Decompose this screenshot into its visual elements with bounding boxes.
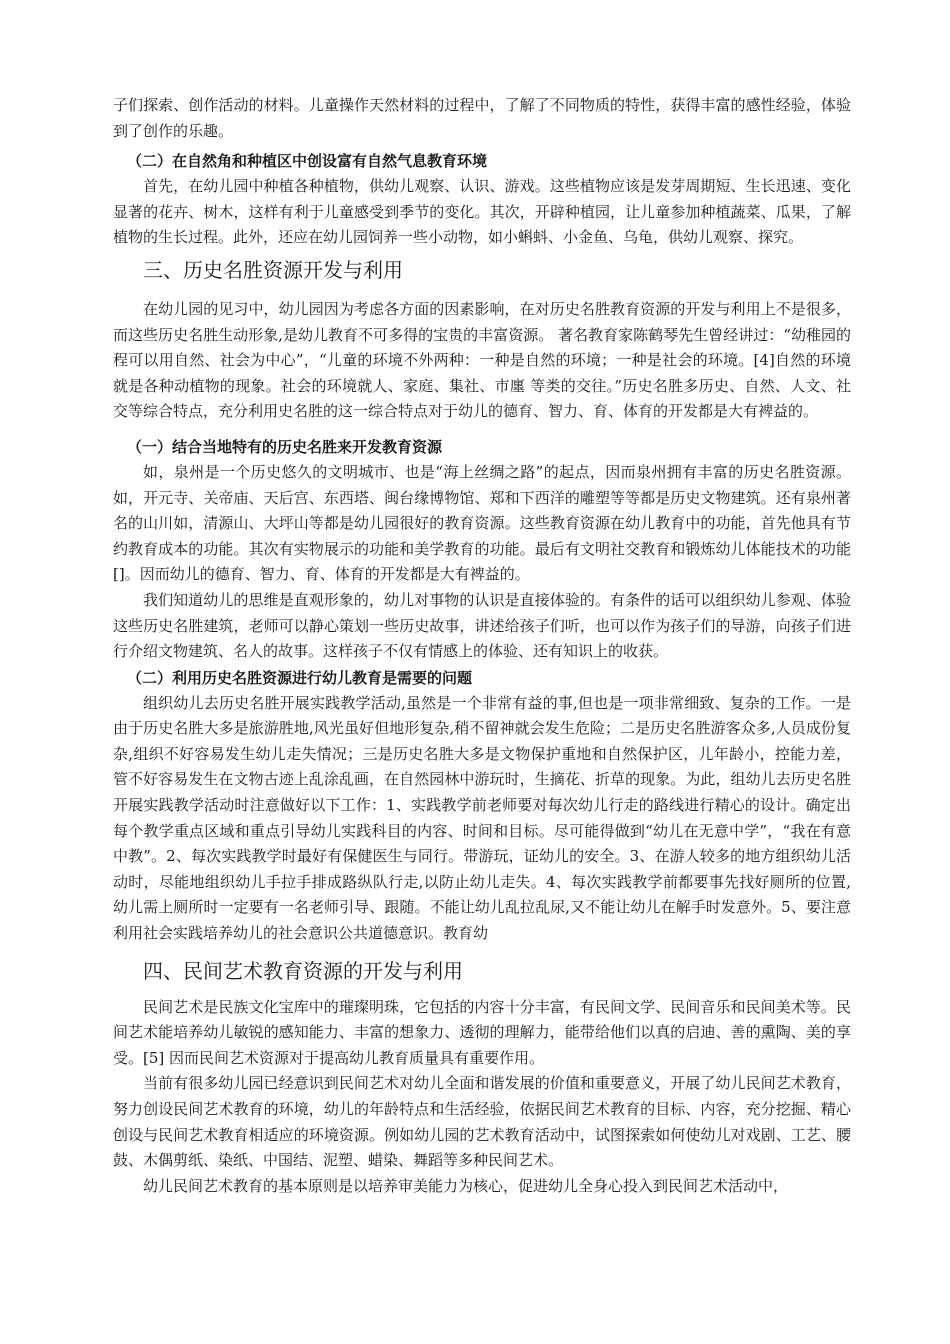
subsection-3-1-paragraph-1: 如，泉州是一个历史悠久的文明城市、也是“海上丝绸之路”的起点，因而泉州拥有丰富的历史名胜资源。如，开元寺、关帝庙、天后宫、东西塔、闽台缘博物馆、郑和下西洋的雕塑等等都是历史文物建筑。还有泉州著名的山川如，清源山、大坪山等都是幼儿园很好的教育资源。这些教育资源在幼儿教育中的功能，首先他具有节约教育成本的功能。其次有实物展示的功能和美学教育的功能。最后有文明社交教育和锻炼幼儿体能技术的功能[]。因而幼儿的德育、智力、育、体育的开发都是大有裨益的。 — [113, 462, 851, 584]
section-4-paragraph-3: 幼儿民间艺术教育的基本原则是以培养审美能力为核心，促进幼儿全身心投入到民间艺术活动中， — [143, 1176, 789, 1195]
section-4-heading: 四、民间艺术教育资源的开发与利用 — [143, 958, 463, 983]
document-body — [113, 93, 851, 1199]
subsection-3-1-heading: （一）结合当地特有的历史名胜来开发教育资源 — [127, 437, 443, 456]
subsection-3-1-paragraph-2: 我们知道幼儿的思维是直观形象的，幼儿对事物的认识是直接体验的。有条件的话可以组织幼儿参观、体验这些历史名胜建筑，老师可以静心策划一些历史故事，讲述给孩子们听，也可以作为孩子们的导游，向孩子们进行介绍文物建筑、名人的故事。这样孩子不仅有情感上的体验、还有知识上的收获。 — [113, 590, 851, 661]
section-4-paragraph-1: 民间艺术是民族文化宝库中的璀璨明珠，它包括的内容十分丰富，有民间文学、民间音乐和民间美术等。民间艺术能培养幼儿敏锐的感知能力、丰富的想象力、透彻的理解力，能带给他们以真的启迪、善的熏陶、美的享受。[5] 因而民间艺术资源对于提高幼儿教育质量具有重要作用。 — [113, 997, 851, 1067]
section-4-paragraph-2: 当前有很多幼儿园已经意识到民间艺术对幼儿全面和谐发展的价值和重要意义，开展了幼儿民间艺术教育，努力创设民间艺术教育的环境，幼儿的年龄特点和生活经验，依据民间艺术教育的目标、内容，充分挖掘、精心创设与民间艺术教育相适应的环境资源。例如幼儿园的艺术教育活动中，试图探索如何使幼儿对戏剧、工艺、腰鼓、木偶剪纸、染纸、中国结、泥塑、蜡染、舞蹈等多种民间艺术。 — [113, 1074, 851, 1170]
intro-paragraph: 子们探索、创作活动的材料。儿童操作天然材料的过程中，了解了不同物质的特性，获得丰富的感性经验，体验到了创作的乐趣。 — [113, 96, 851, 140]
subsection-2-2-heading: （二）在自然角和种植区中创设富有自然气息教育环境 — [127, 152, 488, 171]
section-3-paragraph: 在幼儿园的见习中，幼儿园因为考虑各方面的因素影响，在对历史名胜教育资源的开发与利用上不是很多，而这些历史名胜生动形象,是幼儿教育不可多得的宝贵的丰富资源。 著名教育家陈鹤琴先生曾经讲过：“幼稚园的程可以用自然、社会为中心”，“儿童的环境不外两种：一种是自然的环境；一种是社会的环境。[4]自然的环境就是各种动植物的现象。社会的环境就人、家庭、集社、市廛 等类的交往。”历史名胜多历史、自然、人文、社交等综合特点，充分利用史名胜的这一综合特点对于幼儿的德育、智力、育、体育的开发都是大有裨益的。 — [113, 299, 851, 421]
subsection-2-2-paragraph: 首先，在幼儿园中种植各种植物，供幼儿观察、认识、游戏。这些植物应该是发芽周期短、生长迅速、变化显著的花卉、树木，这样有利于儿童感受到季节的变化。其次，开辟种植园，让儿童参加种植蔬菜、瓜果，了解植物的生长过程。此外，还应在幼儿园饲养一些小动物，如小蝌蚪、小金鱼、乌龟，供幼儿观察、探究。 — [113, 177, 851, 247]
subsection-3-2-heading: （二）利用历史名胜资源进行幼儿教育是需要的问题 — [127, 668, 473, 687]
subsection-3-2-paragraph: 组织幼儿去历史名胜开展实践教学活动,虽然是一个非常有益的事,但也是一项非常细致、复杂的工作。一是由于历史名胜大多是旅游胜地,风光虽好但地形复杂,稍不留神就会发生危险；二是历史名胜游客众多,人员成份复杂,组织不好容易发生幼儿走失情况；三是历史名胜大多是文物保护重地和自然保护区，儿年龄小，控能力差，管不好容易发生在文物古迹上乱涂乱画，在自然园林中游玩时，生摘花、折草的现象。为此，组幼儿去历史名胜开展实践教学活动时注意做好以下工作：1、实践教学前老师要对每次幼儿行走的路线进行精心的设计。确定出每个教学重点区域和重点引导幼儿实践科目的内容、时间和目标。尽可能得做到“幼儿在无意中学”，“我在有意中教”。2、每次实践教学时最好有保健医生与同行。带游玩，证幼儿的安全。3、在游人较多的地方组织幼儿活动时，尽能地组织幼儿手拉手排成路纵队行走,以防止幼儿走失。4、每次实践教学前都要事先找好厕所的位置,幼儿需上厕所时一定要有一名老师引导、跟随。不能让幼儿乱拉乱尿,又不能让幼儿在解手时发意外。5、要注意利用社会实践培养幼儿的社会意识公共道德意识。教育幼 — [113, 693, 851, 943]
section-3-heading: 三、历史名胜资源开发与利用 — [143, 257, 403, 282]
